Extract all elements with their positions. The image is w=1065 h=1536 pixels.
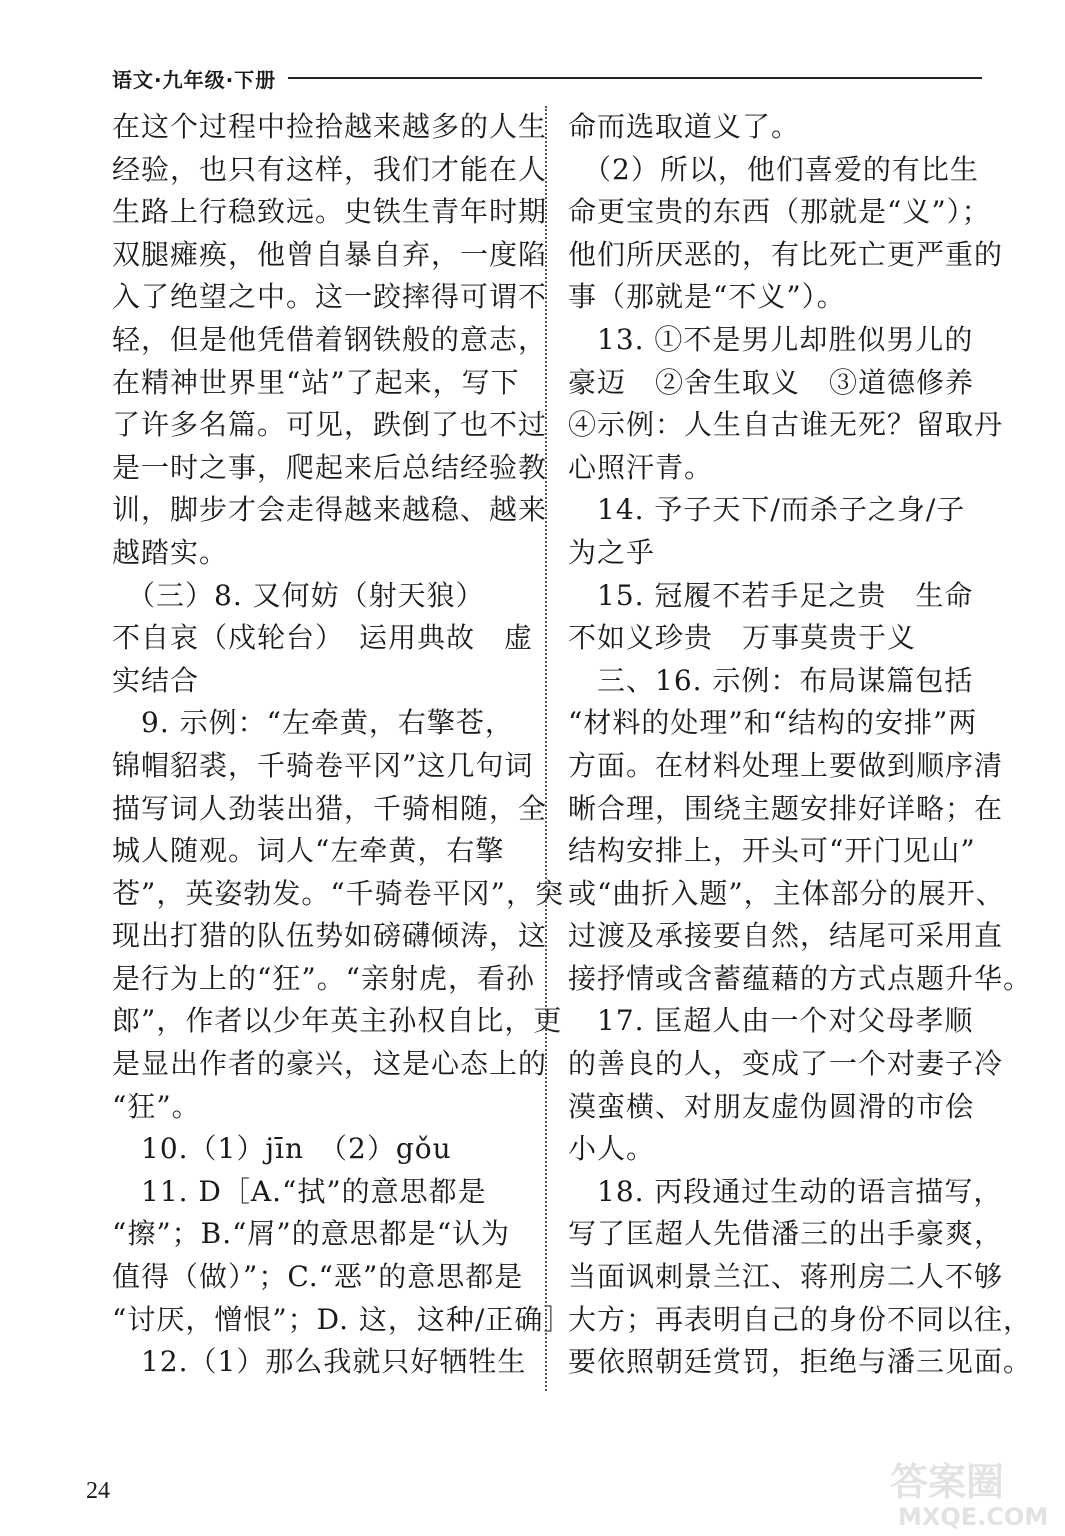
text-line: 14. 予子天下/而杀子之身/子 bbox=[568, 493, 966, 527]
text-line: 训，脚步才会走得越来越稳、越来 bbox=[112, 493, 548, 527]
text-line: 郎”，作者以少年英主孙权自比，更 bbox=[112, 1004, 563, 1038]
column-divider bbox=[545, 106, 547, 1391]
text-line: 漠蛮横、对朋友虚伪圆滑的市侩 bbox=[568, 1089, 975, 1123]
text-line: 晰合理，围绕主题安排好详略；在 bbox=[568, 791, 1004, 825]
text-line: 描写词人劲装出猎，千骑相随，全 bbox=[112, 791, 548, 825]
text-line: 的善良的人，变成了一个对妻子冷 bbox=[568, 1047, 1004, 1081]
text-line: 城人随观。词人“左牵黄，右擎 bbox=[112, 834, 505, 868]
text-line: 入了绝望之中。这一跤摔得可谓不 bbox=[112, 280, 548, 314]
text-line: “材料的处理”和“结构的安排”两 bbox=[568, 706, 978, 740]
text-line: 是一时之事，爬起来后总结经验教 bbox=[112, 450, 548, 484]
text-line: 豪迈 ②舍生取义 ③道德修养 bbox=[568, 365, 975, 399]
text-line: 结构安排上，开头可“开门见山” bbox=[568, 834, 976, 868]
text-line: 过渡及承接要自然，结尾可采用直 bbox=[568, 919, 1004, 953]
watermark-url: MXQE.COM bbox=[898, 1503, 1049, 1530]
text-line: 双腿瘫痪，他曾自暴自弃，一度陷 bbox=[112, 237, 548, 271]
text-line: ④示例：人生自古谁无死？留取丹 bbox=[568, 408, 1004, 442]
right-column bbox=[568, 106, 1033, 1384]
text-line: 10.（1）jīn （2）gǒu bbox=[112, 1132, 452, 1166]
text-line: “擦”；B.“屑”的意思都是“认为 bbox=[112, 1217, 511, 1251]
text-line: 方面。在材料处理上要做到顺序清 bbox=[568, 748, 1004, 782]
text-line: 是行为上的“狂”。“亲射虎，看孙 bbox=[112, 961, 535, 995]
text-line: 接抒情或含蓄蕴藉的方式点题升华。 bbox=[568, 961, 1033, 995]
text-line: 12.（1）那么我就只好牺牲生 bbox=[112, 1345, 527, 1379]
text-line: （2）所以，他们喜爱的有比生 bbox=[568, 152, 979, 186]
page-number: 24 bbox=[86, 1478, 110, 1504]
text-line: 值得（做）”；C.“恶”的意思都是 bbox=[112, 1260, 524, 1294]
text-line: 他们所厌恶的，有比死亡更严重的 bbox=[568, 237, 1004, 271]
text-line: 在精神世界里“站”了起来，写下 bbox=[112, 365, 520, 399]
text-line: 不如义珍贵 万事莫贵于义 bbox=[568, 621, 917, 655]
left-column bbox=[112, 106, 573, 1384]
text-line: 11. D［A.“拭”的意思都是 bbox=[112, 1174, 487, 1208]
book-title: 语文·九年级·下册 bbox=[112, 67, 277, 92]
text-line: 事（那就是“不义”）。 bbox=[568, 280, 846, 314]
text-line: 锦帽貂裘，千骑卷平冈”这几句词 bbox=[112, 748, 534, 782]
text-line: 越踏实。 bbox=[112, 535, 229, 569]
text-line: 要依照朝廷赏罚，拒绝与潘三见面。 bbox=[568, 1345, 1033, 1379]
text-line: 是显出作者的豪兴，这是心态上的 bbox=[112, 1047, 548, 1081]
text-line: “狂”。 bbox=[112, 1089, 201, 1123]
text-line: 现出打猎的队伍势如磅礴倾涛，这 bbox=[112, 919, 548, 953]
text-line: 经验，也只有这样，我们才能在人 bbox=[112, 152, 548, 186]
text-line: 当面讽刺景兰江、蒋刑房二人不够 bbox=[568, 1260, 1004, 1294]
text-line: 小人。 bbox=[568, 1132, 656, 1166]
text-line: 13. ①不是男儿却胜似男儿的 bbox=[568, 322, 974, 356]
text-line: 17. 匡超人由一个对父母孝顺 bbox=[568, 1004, 974, 1038]
text-line: 或“曲折入题”，主体部分的展开、 bbox=[568, 876, 1005, 910]
text-line: 15. 冠履不若手足之贵 生命 bbox=[568, 578, 974, 612]
watermark-text: 答案圈 bbox=[890, 1460, 1005, 1504]
running-header bbox=[112, 60, 982, 96]
text-line: 在这个过程中捡拾越来越多的人生 bbox=[112, 110, 548, 143]
text-line: 命更宝贵的东西（那就是“义”）； bbox=[568, 195, 991, 229]
text-line: 了许多名篇。可见，跌倒了也不过 bbox=[112, 408, 548, 442]
text-line: 实结合 bbox=[112, 663, 200, 697]
text-line: 9. 示例：“左牵黄，右擎苍， bbox=[112, 706, 514, 740]
text-line: 三、16. 示例：布局谋篇包括 bbox=[568, 663, 974, 697]
text-line: 写了匡超人先借潘三的出手豪爽， bbox=[568, 1217, 1004, 1251]
text-line: 命而选取道义了。 bbox=[568, 110, 801, 143]
text-line: 轻，但是他凭借着钢铁般的意志， bbox=[112, 322, 548, 356]
watermark-logo bbox=[890, 1455, 1050, 1530]
text-line: 大方；再表明自己的身份不同以往， bbox=[568, 1302, 1033, 1336]
text-line: 18. 丙段通过生动的语言描写， bbox=[568, 1174, 1003, 1208]
text-line: 心照汗青。 bbox=[568, 450, 714, 484]
text-line: “讨厌，憎恨”；D. 这，这种/正确］ bbox=[112, 1302, 573, 1336]
text-line: （三）8. 又何妨（射天狼） bbox=[112, 578, 485, 612]
text-line: 为之乎 bbox=[568, 535, 656, 569]
header-rule bbox=[288, 77, 982, 79]
text-line: 苍”，英姿勃发。“千骑卷平冈”，突 bbox=[112, 876, 564, 910]
text-line: 生路上行稳致远。史铁生青年时期 bbox=[112, 195, 548, 229]
text-line: 不自哀（戍轮台） 运用典故 虚 bbox=[112, 621, 534, 655]
